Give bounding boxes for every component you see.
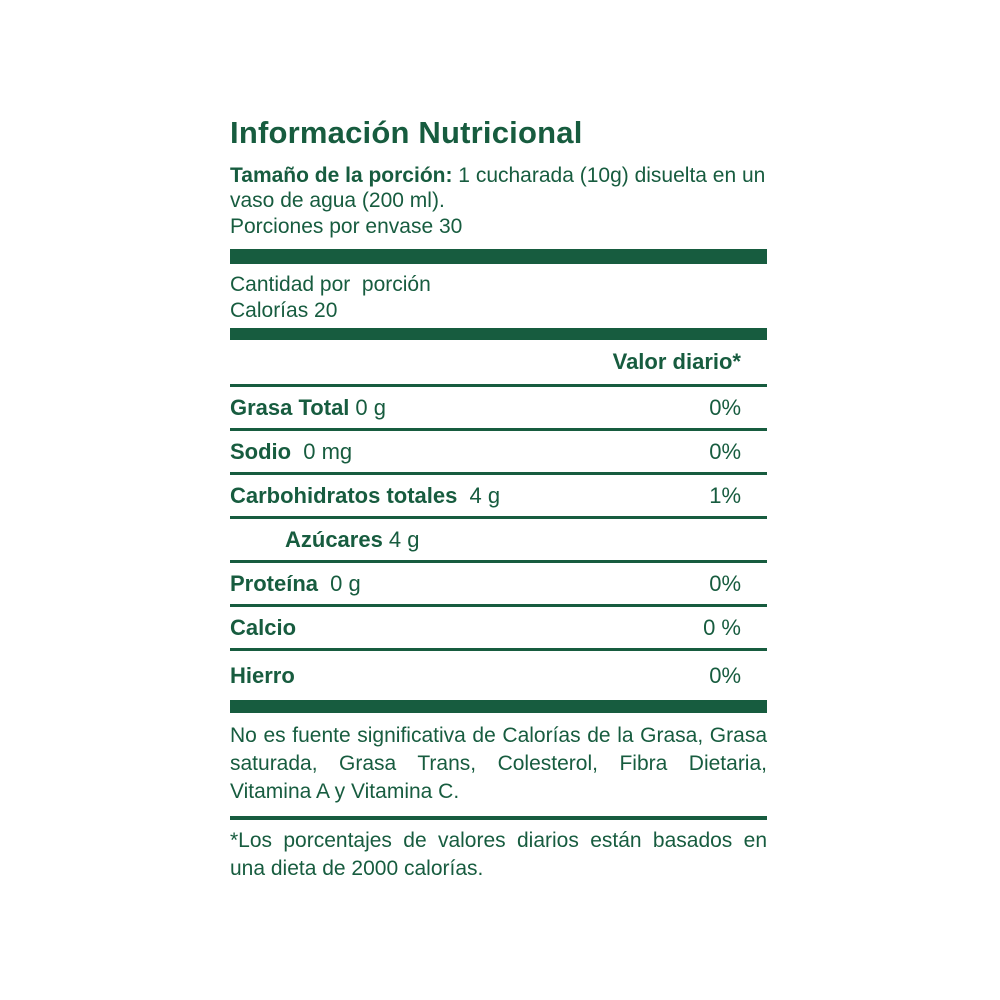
nutrient-name: Carbohidratos totales bbox=[230, 482, 458, 508]
nutrient-row-calcio bbox=[230, 607, 767, 651]
nutrient-name-amount bbox=[230, 395, 386, 421]
divider-bar-top bbox=[230, 249, 767, 264]
nutrient-name: Azúcares bbox=[285, 526, 383, 552]
not-significant-note: No es fuente significativa de Calorías de la Grasa, Grasa saturada, Grasa Trans, Colesterol, Fibra Dietaria, Vitamina A y Vitamina C. bbox=[230, 724, 767, 803]
nutrient-name-amount bbox=[230, 663, 301, 689]
nutrient-name: Sodio bbox=[230, 438, 292, 464]
nutrient-percent: 0% bbox=[709, 438, 741, 464]
nutrient-amount: 0 g bbox=[324, 570, 361, 596]
nutrient-name: Proteína bbox=[230, 570, 319, 596]
nutrient-row-sodio bbox=[230, 431, 767, 475]
nutrient-row-proteina bbox=[230, 563, 767, 607]
nutrient-name: Grasa Total bbox=[230, 394, 350, 420]
serving-size-label: Tamaño de la porción: bbox=[230, 164, 453, 187]
nutrient-row-azucares bbox=[230, 519, 767, 563]
nutrient-amount: 4 g bbox=[388, 526, 420, 552]
nutrient-name-amount bbox=[230, 483, 500, 509]
nutrient-row-hierro bbox=[230, 651, 767, 700]
calories-value: 20 bbox=[314, 299, 338, 322]
nutrient-name-amount bbox=[230, 527, 419, 553]
nutrient-rows bbox=[230, 384, 767, 700]
divider-bar-mid bbox=[230, 328, 767, 340]
nutrient-name-amount bbox=[230, 615, 302, 641]
daily-value-header: Valor diario* bbox=[612, 349, 741, 374]
nutrient-name: Calcio bbox=[230, 614, 297, 640]
amount-per-serving-label: Cantidad por porción bbox=[230, 273, 431, 296]
divider-bar-bottom bbox=[230, 700, 767, 713]
nutrient-name-amount bbox=[230, 571, 361, 597]
serving-size-line bbox=[230, 163, 767, 213]
nutrient-name-amount bbox=[230, 439, 352, 465]
nutrient-percent: 0% bbox=[709, 662, 741, 688]
nutrient-amount: 0 mg bbox=[297, 438, 353, 464]
nutrition-facts-panel bbox=[230, 116, 767, 883]
nutrient-amount: 0 g bbox=[355, 394, 387, 420]
nutrient-row-carbohidratos bbox=[230, 475, 767, 519]
nutrient-name: Hierro bbox=[230, 662, 295, 688]
nutrient-percent: 0% bbox=[709, 570, 741, 596]
nutrient-row-grasa-total bbox=[230, 387, 767, 431]
nutrient-percent: 0 % bbox=[703, 614, 741, 640]
nutrient-amount: 4 g bbox=[463, 482, 501, 508]
serving-size-text: 1 cucharada (10g) disuelta en un vaso de agua (200 ml). bbox=[230, 164, 766, 212]
panel-title: Información Nutricional bbox=[230, 115, 583, 150]
nutrient-percent: 0% bbox=[709, 394, 741, 420]
nutrient-percent: 1% bbox=[709, 482, 741, 508]
servings-per-container: Porciones por envase 30 bbox=[230, 215, 463, 238]
daily-value-footnote: *Los porcentajes de valores diarios están basados en una dieta de 2000 calorías. bbox=[230, 829, 767, 880]
calories-label: Calorías bbox=[230, 299, 309, 322]
calories-line bbox=[230, 298, 767, 324]
footnote-rule bbox=[230, 816, 767, 820]
calories-block bbox=[230, 272, 767, 324]
